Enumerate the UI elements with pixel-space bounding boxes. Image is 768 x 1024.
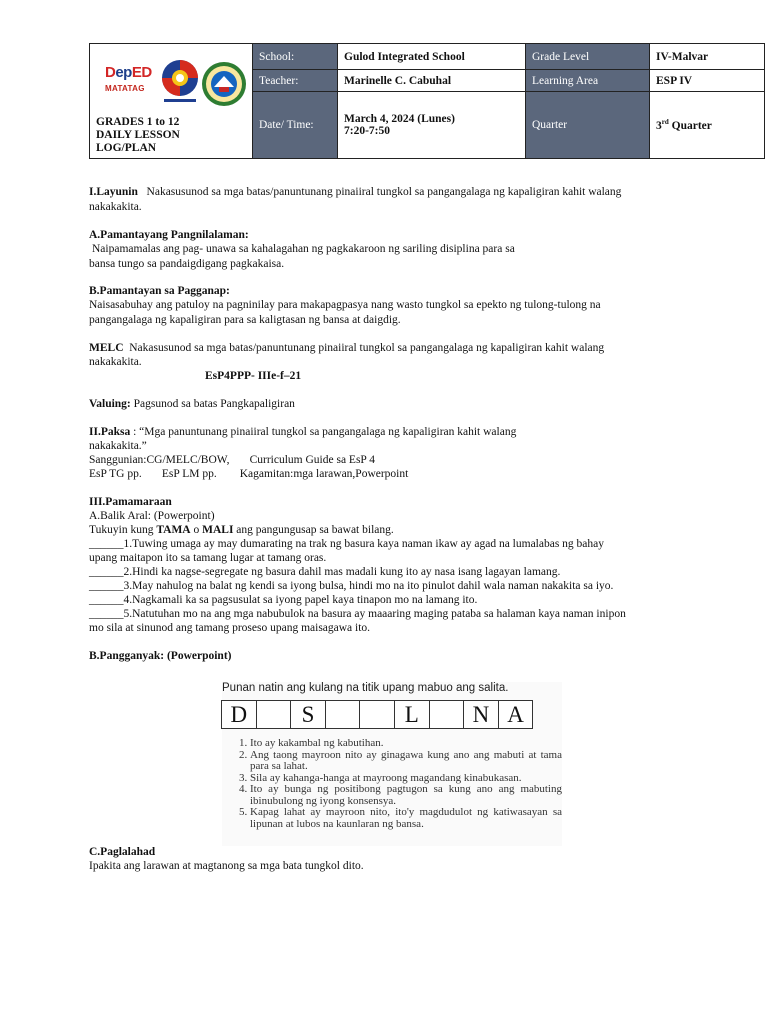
melc-line1: MELC Nakasusunod sa mga batas/panuntunang pinaiiral tungkol sa pangangalaga ng kapaligiran kahit walang [89, 342, 605, 354]
materials-line: EsP TG pp. EsP LM pp. Kagamitan:mga larawan,Powerpoint [89, 468, 409, 480]
clue-list [222, 738, 562, 830]
letter-box: N [463, 700, 499, 729]
grade-level-value: IV-Malvar [650, 44, 765, 70]
item5-line2: mo sila at sinunod ang tamang proseso upang maisagawa ito. [89, 622, 371, 634]
letter-box [429, 700, 465, 729]
letter-box: D [221, 700, 257, 729]
item2: ______2.Hindi ka nagse-segregate ng basura dahil mas madali kung ito ay nasa isang lagayan lamang. [89, 566, 561, 578]
logo-cell [90, 44, 253, 159]
balik-aral-line: A.Balik Aral: (Powerpoint) [89, 510, 215, 522]
pagganap-line1: Naisasabuhay ang patuloy na pagninilay para makapagpasya nang wasto tungkol sa epekto ng tulong-tulong na [89, 299, 601, 311]
school-seal-icon [200, 60, 248, 108]
item4: ______4.Nagkamali ka sa pagsusulat sa iyong papel kaya tinapon mo na lamang ito. [89, 594, 478, 606]
clue-item: 1. Ito ay kakambal ng kabutihan. [250, 738, 562, 750]
item1-line1: ______1.Tuwing umaga ay may dumarating na trak ng basura kaya naman ikaw ay agad na lumalabas ng bahay [89, 538, 605, 550]
sanggunian-line: Sanggunian:CG/MELC/BOW, Curriculum Guide sa EsP 4 [89, 454, 376, 466]
paglalahad-heading: C.Paglalahad [89, 846, 156, 858]
puzzle-instruction: Punan natin ang kulang na titik upang mabuo ang salita. [222, 682, 509, 694]
pangnilalaman-line1: Naipamamalas ang pag- unawa sa kahalagahan ng pagkakaroon ng sariling disiplina para sa [92, 243, 515, 255]
quarter-label: Quarter [526, 92, 650, 159]
clue-item: 2. Ang taong mayroon nito ay ginagawa kung ano ang mabuti at tama para sa lahat. [250, 750, 562, 773]
clue-item: 4. Ito ay bunga ng positibong pagtugon sa kung ano ang mabuting ibinubulong ng iyong konsensya. [250, 784, 562, 807]
clue-item: 3. Sila ay kahanga-hanga at mayroong magandang kinabukasan. [250, 773, 562, 785]
pangganyak-heading: B.Pangganyak: (Powerpoint) [89, 650, 232, 662]
item1-line2: upang maitapon ito sa tamang lugar at tamang oras. [89, 552, 327, 564]
learning-area-value: ESP IV [650, 70, 765, 92]
paksa-line1: II.Paksa : “Mga panuntunang pinaiiral tungkol sa pangangalaga ng kapaligiran kahit walang [89, 426, 517, 438]
school-label: School: [253, 44, 338, 70]
grade-level-label: Grade Level [526, 44, 650, 70]
paksa-line2: nakakakita.” [89, 440, 147, 452]
word-puzzle-image [222, 682, 562, 846]
tama-mali-instruction: Tukuyin kung TAMA o MALI ang pangungusap sa bawat bilang. [89, 524, 394, 536]
item5-line1: ______5.Natutuhan mo na ang mga nabubulok na basura ay maaaring maging pataba sa halaman kaya naman inipon [89, 608, 626, 620]
pangnilalaman-line2: bansa tungo sa pandaigdigang pagkakaisa. [89, 258, 285, 270]
teacher-value: Marinelle C. Cabuhal [338, 70, 526, 92]
layunin-line1: I.Layunin Nakasusunod sa mga batas/panuntunang pinaiiral tungkol sa pangangalaga ng kapaligiran kahit walang [89, 186, 622, 198]
valuing-line: Valuing: Pagsunod sa batas Pangkapaligiran [89, 398, 295, 410]
letter-box [359, 700, 395, 729]
letter-box: A [498, 700, 534, 729]
letter-box: S [290, 700, 326, 729]
pamamaraan-heading: III.Pamamaraan [89, 496, 172, 508]
layunin-line2: nakakakita. [89, 201, 142, 213]
letter-box [256, 700, 292, 729]
datetime-value: March 4, 2024 (Lunes) 7:20-7:50 [338, 92, 526, 159]
pangnilalaman-heading: A.Pamantayang Pangnilalaman: [89, 229, 249, 241]
bagong-pilipinas-logo-icon [158, 58, 202, 106]
quarter-value: 3rd Quarter [650, 92, 765, 159]
header-table [89, 43, 765, 159]
letter-boxes [222, 700, 533, 729]
letter-box: L [394, 700, 430, 729]
pagganap-heading: B.Pamantayan sa Pagganap: [89, 285, 230, 297]
school-value: Gulod Integrated School [338, 44, 526, 70]
teacher-label: Teacher: [253, 70, 338, 92]
melc-code: EsP4PPP- IIIe-f–21 [205, 370, 302, 382]
datetime-label: Date/ Time: [253, 92, 338, 159]
paglalahad-text: Ipakita ang larawan at magtanong sa mga bata tungkol dito. [89, 860, 364, 872]
clue-item: 5. Kapag lahat ay mayroon nito, ito'y magdudulot ng katiwasayan sa lipunan at lubos na kaunlaran ng bansa. [250, 807, 562, 830]
item3: ______3.May nahulog na balat ng kendi sa iyong bulsa, hindi mo na ito pinulot dahil wala naman nakakita sa iyo. [89, 580, 614, 592]
pagganap-line2: pangangalaga ng kapaligiran para sa kaligtasan ng bansa at daigdig. [89, 314, 401, 326]
melc-line2: nakakakita. [89, 356, 142, 368]
letter-box [325, 700, 361, 729]
learning-area-label: Learning Area [526, 70, 650, 92]
grade-title: GRADES 1 to 12 DAILY LESSON LOG/PLAN [96, 116, 180, 154]
deped-logo: DepED MATATAG [105, 64, 152, 93]
